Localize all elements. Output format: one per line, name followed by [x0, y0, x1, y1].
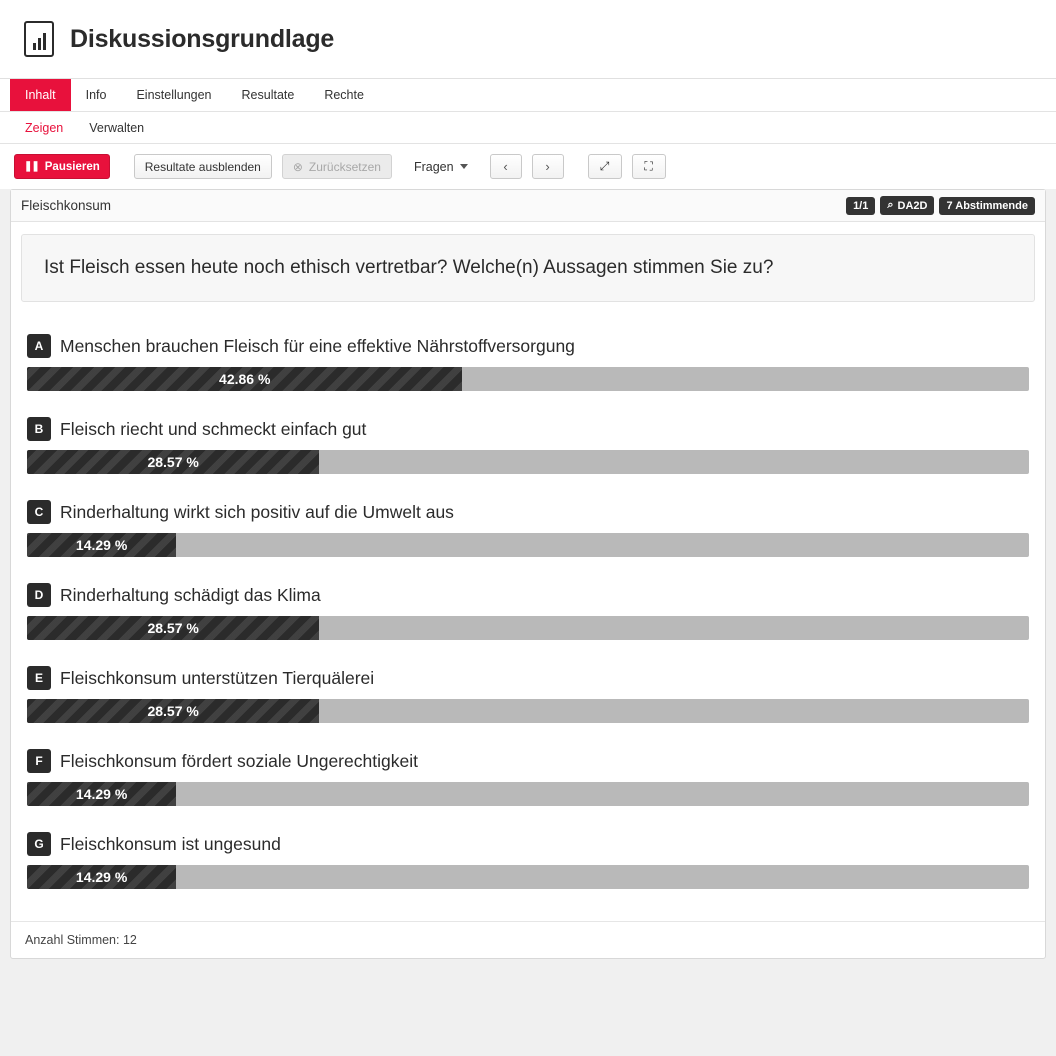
answer-letter: G: [27, 832, 51, 856]
answer-bar-value: 14.29 %: [75, 869, 128, 885]
app-header: [0, 0, 1056, 79]
reset-button-label: Zurücksetzen: [308, 159, 381, 174]
answer-row: [27, 666, 1029, 723]
question-text: Ist Fleisch essen heute noch ethisch vertretbar? Welche(n) Aussagen stimmen Sie zu?: [44, 257, 774, 278]
answer-letter: C: [27, 500, 51, 524]
answer-bar-track: [27, 367, 1029, 391]
answer-label: Fleischkonsum fördert soziale Ungerechtigkeit: [60, 750, 418, 771]
answer-bar-fill: [27, 782, 176, 806]
badge-page-count: 1/1: [846, 197, 875, 215]
answer-row: [27, 417, 1029, 474]
question-box: [21, 234, 1035, 302]
answer-bar-value: 14.29 %: [75, 537, 128, 553]
answer-row: [27, 832, 1029, 889]
sub-tab-bar: [0, 112, 1056, 144]
poll-badges: [846, 196, 1035, 215]
prev-question-button[interactable]: ‹: [490, 154, 522, 179]
poll-title: Fleischkonsum: [21, 198, 112, 213]
badge-room-code: [880, 196, 934, 215]
page-title: Diskussionsgrundlage: [70, 24, 335, 53]
answer-bar-track: [27, 699, 1029, 723]
magnifier-icon: ⌕: [887, 199, 894, 211]
answer-row: [27, 500, 1029, 557]
answer-bar-fill: [27, 533, 176, 557]
answer-letter: E: [27, 666, 51, 690]
answer-label: Fleisch riecht und schmeckt einfach gut: [60, 418, 367, 439]
tab-einstellungen[interactable]: Einstellungen: [136, 88, 212, 102]
reset-icon: ⊗: [292, 159, 303, 174]
questions-dropdown[interactable]: [408, 160, 474, 174]
poll-card: [10, 189, 1046, 959]
subtab-verwalten[interactable]: Verwalten: [89, 120, 145, 135]
presentation-chart-icon: [24, 21, 54, 57]
answer-bar-track: [27, 616, 1029, 640]
answer-bar-track: [27, 865, 1029, 889]
answer-bar-track: [27, 782, 1029, 806]
main-tab-bar: [0, 79, 1056, 112]
tab-inhalt[interactable]: Inhalt: [10, 79, 71, 111]
answer-bar-value: 28.57 %: [147, 703, 199, 719]
answer-bar-value: 14.29 %: [75, 786, 128, 802]
answer-letter: F: [27, 749, 51, 773]
badge-room-code-label: DA2D: [897, 199, 928, 212]
answer-letter: B: [27, 417, 51, 441]
answer-letter: A: [27, 334, 51, 358]
toolbar: [0, 144, 1056, 189]
answer-bar-track: [27, 533, 1029, 557]
pause-button-label: Pausieren: [44, 160, 100, 173]
answer-row: [27, 583, 1029, 640]
answer-letter: D: [27, 583, 51, 607]
answer-label: Fleischkonsum ist ungesund: [60, 833, 281, 854]
tab-resultate[interactable]: Resultate: [241, 88, 295, 102]
tab-rechte[interactable]: Rechte: [324, 88, 364, 102]
answer-label: Rinderhaltung schädigt das Klima: [60, 584, 321, 605]
chevron-down-icon: [460, 164, 468, 169]
pause-icon: ❚❚: [24, 161, 39, 172]
answer-row: [27, 749, 1029, 806]
tab-info[interactable]: Info: [85, 88, 107, 102]
questions-dropdown-label: Fragen: [413, 159, 454, 174]
next-question-button[interactable]: ›: [532, 154, 564, 179]
answer-label: Fleischkonsum unterstützen Tierquälerei: [60, 667, 375, 688]
pause-button[interactable]: [14, 154, 110, 179]
answer-bar-value: 28.57 %: [147, 620, 199, 636]
poll-card-header: [11, 190, 1045, 222]
answer-row: [27, 334, 1029, 391]
answer-bar-fill: [27, 699, 319, 723]
answer-bar-fill: [27, 616, 319, 640]
answer-bar-fill: [27, 367, 462, 391]
answer-bar-value: 28.57 %: [147, 454, 199, 470]
answer-bar-value: 42.86 %: [219, 371, 271, 387]
vote-count-footer: Anzahl Stimmen: 12: [11, 921, 1045, 958]
subtab-zeigen[interactable]: Zeigen: [25, 120, 64, 135]
hide-results-button[interactable]: Resultate ausblenden: [134, 154, 272, 179]
answer-bar-fill: [27, 450, 319, 474]
reset-button[interactable]: [282, 154, 392, 179]
badge-voters: 7 Abstimmende: [939, 197, 1035, 215]
answers-list: [11, 308, 1045, 921]
answer-bar-fill: [27, 865, 176, 889]
answer-bar-track: [27, 450, 1029, 474]
presenter-view-button[interactable]: ⛶: [632, 154, 666, 179]
answer-label: Rinderhaltung wirkt sich positiv auf die Umwelt aus: [60, 501, 454, 522]
answer-label: Menschen brauchen Fleisch für eine effektive Nährstoffversorgung: [60, 335, 575, 356]
fullscreen-button[interactable]: ⤢: [588, 154, 622, 179]
